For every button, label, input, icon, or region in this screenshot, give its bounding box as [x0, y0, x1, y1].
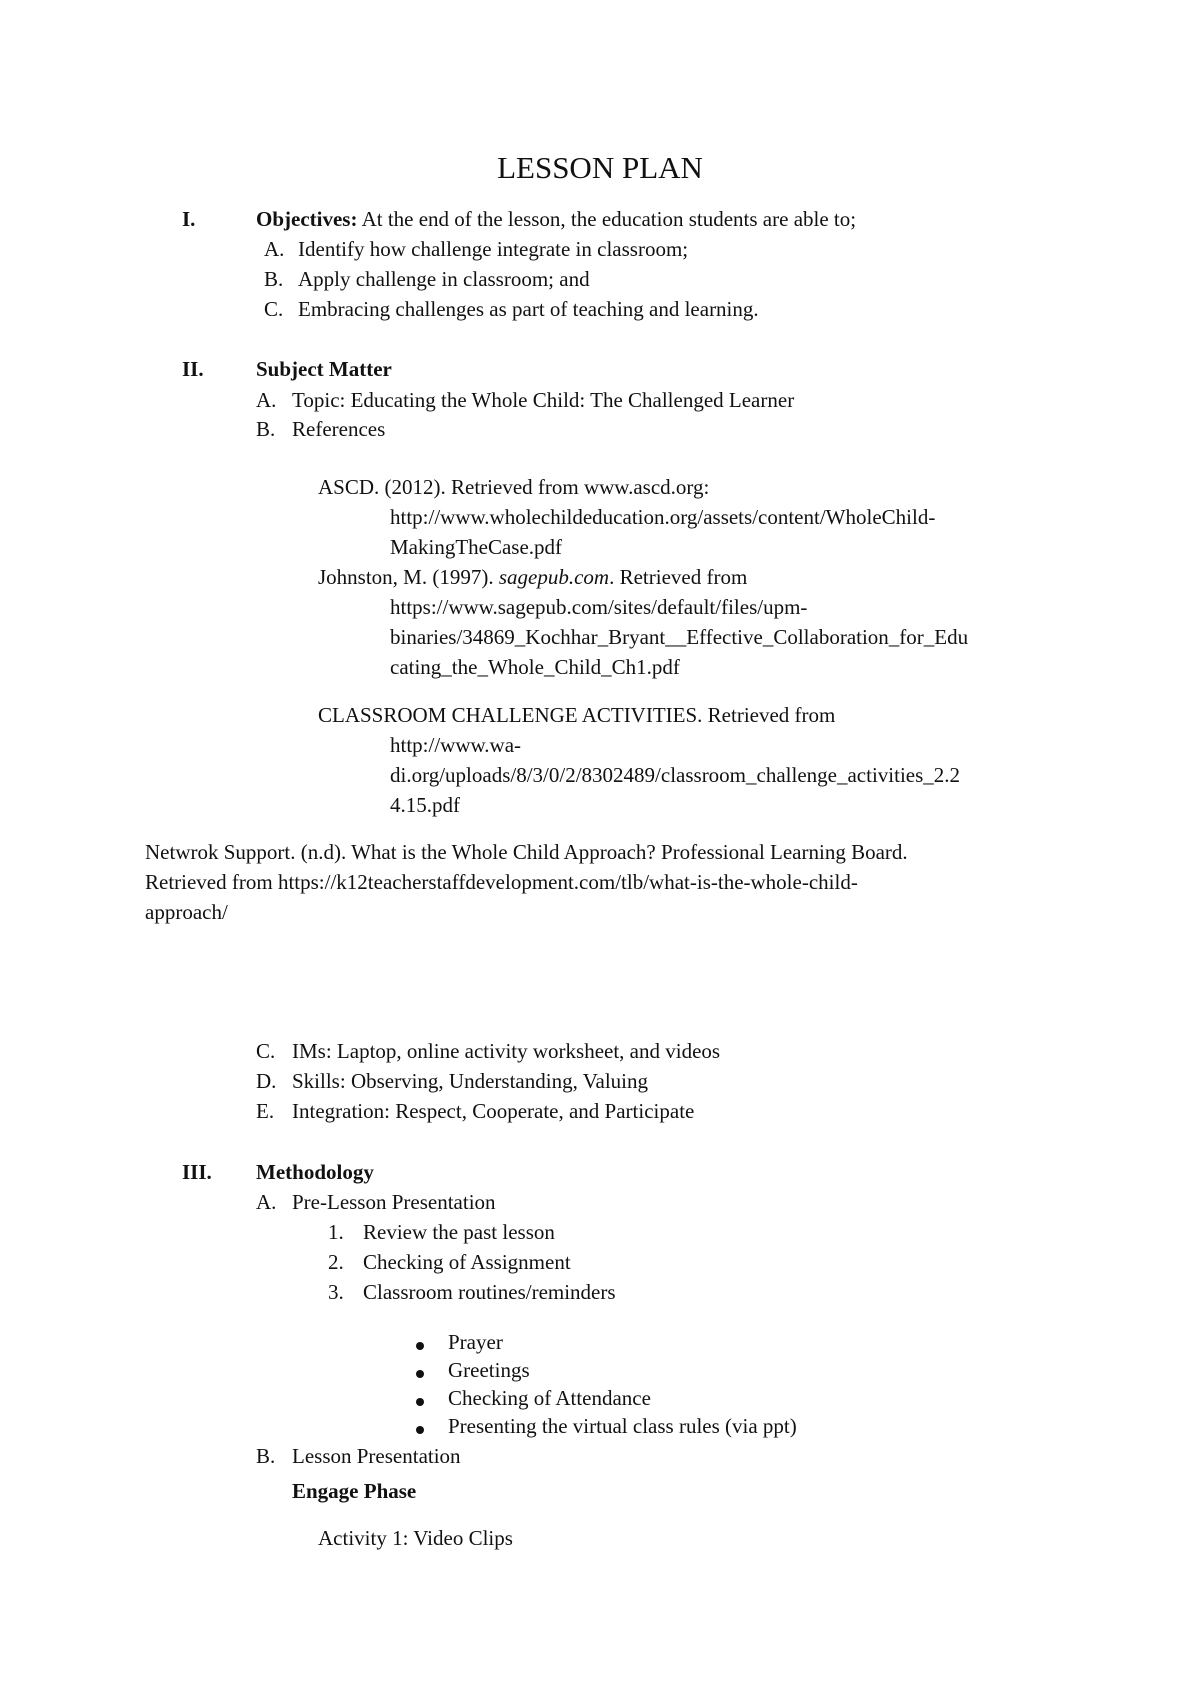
- reference-author: Johnston, M. (1997).: [318, 565, 499, 589]
- topic-text: Topic: Educating the Whole Child: The Challenged Learner: [292, 388, 795, 412]
- section-numeral-methodology: III.: [182, 1160, 212, 1184]
- objective-item: Embracing challenges as part of teaching and learning.: [298, 297, 759, 321]
- subject-matter-heading: Subject Matter: [256, 357, 392, 381]
- network-support-line: Retrieved from https://k12teacherstaffdevelopment.com/tlb/what-is-the-whole-child-: [145, 870, 858, 894]
- objectives-intro: At the end of the lesson, the education students are able to;: [361, 207, 857, 231]
- routine-item: Checking of Attendance: [448, 1386, 651, 1410]
- step-item: Review the past lesson: [363, 1220, 555, 1244]
- pre-lesson-marker: A.: [256, 1190, 277, 1214]
- objectives-heading: Objectives:: [256, 207, 358, 231]
- reference-line: https://www.sagepub.com/sites/default/files/upm-: [390, 595, 808, 619]
- engage-phase-heading: Engage Phase: [292, 1479, 417, 1503]
- objective-marker: A.: [264, 237, 285, 261]
- routine-item: Prayer: [448, 1330, 503, 1354]
- step-marker: 3.: [328, 1280, 344, 1304]
- bullet-icon: [416, 1342, 424, 1350]
- bullet-icon: [416, 1398, 424, 1406]
- reference-line: http://www.wholechildeducation.org/assets/content/WholeChild-: [390, 505, 936, 529]
- subject-item: IMs: Laptop, online activity worksheet, and videos: [292, 1039, 721, 1063]
- subject-item-marker: D.: [256, 1069, 277, 1093]
- activity-title: Activity 1: Video Clips: [318, 1526, 513, 1550]
- step-marker: 1.: [328, 1220, 344, 1244]
- subject-item: Skills: Observing, Understanding, Valuing: [292, 1069, 649, 1093]
- network-support-line: approach/: [145, 900, 228, 924]
- routine-item: Presenting the virtual class rules (via ppt): [448, 1414, 797, 1438]
- pre-lesson-text: Pre-Lesson Presentation: [292, 1190, 496, 1214]
- lesson-presentation-text: Lesson Presentation: [292, 1444, 461, 1468]
- section-numeral-objectives: I.: [182, 207, 196, 231]
- objective-item: Identify how challenge integrate in classroom;: [298, 237, 689, 261]
- reference-line: CLASSROOM CHALLENGE ACTIVITIES. Retrieved from: [318, 703, 836, 727]
- references-marker: B.: [256, 417, 276, 441]
- reference-line: MakingTheCase.pdf: [390, 535, 563, 559]
- step-item: Checking of Assignment: [363, 1250, 571, 1274]
- topic-marker: A.: [256, 388, 277, 412]
- page-title: LESSON PLAN: [497, 150, 703, 185]
- reference-after: . Retrieved from: [609, 565, 748, 589]
- objective-item: Apply challenge in classroom; and: [298, 267, 590, 291]
- section-numeral-subject-matter: II.: [182, 357, 204, 381]
- reference-line: http://www.wa-: [390, 733, 522, 757]
- subject-item-marker: C.: [256, 1039, 276, 1063]
- reference-line: 4.15.pdf: [390, 793, 460, 817]
- reference-line: binaries/34869_Kochhar_Bryant__Effective_Collaboration_for_Edu: [390, 625, 969, 649]
- step-item: Classroom routines/reminders: [363, 1280, 616, 1304]
- lesson-presentation-marker: B.: [256, 1444, 276, 1468]
- step-marker: 2.: [328, 1250, 344, 1274]
- bullet-icon: [416, 1370, 424, 1378]
- reference-line: di.org/uploads/8/3/0/2/8302489/classroom_challenge_activities_2.2: [390, 763, 961, 787]
- subject-item-marker: E.: [256, 1099, 275, 1123]
- subject-item: Integration: Respect, Cooperate, and Participate: [292, 1099, 695, 1123]
- objective-marker: B.: [264, 267, 284, 291]
- reference-line: [318, 562, 747, 592]
- routine-item: Greetings: [448, 1358, 530, 1382]
- objectives-line: [256, 204, 856, 234]
- methodology-heading: Methodology: [256, 1160, 374, 1184]
- references-label: References: [292, 417, 386, 441]
- network-support-line: Netwrok Support. (n.d). What is the Whole Child Approach? Professional Learning Board.: [145, 840, 908, 864]
- objective-marker: C.: [264, 297, 284, 321]
- reference-line: cating_the_Whole_Child_Ch1.pdf: [390, 655, 680, 679]
- bullet-icon: [416, 1426, 424, 1434]
- reference-site: sagepub.com: [498, 565, 610, 589]
- reference-line: ASCD. (2012). Retrieved from www.ascd.org:: [318, 475, 710, 499]
